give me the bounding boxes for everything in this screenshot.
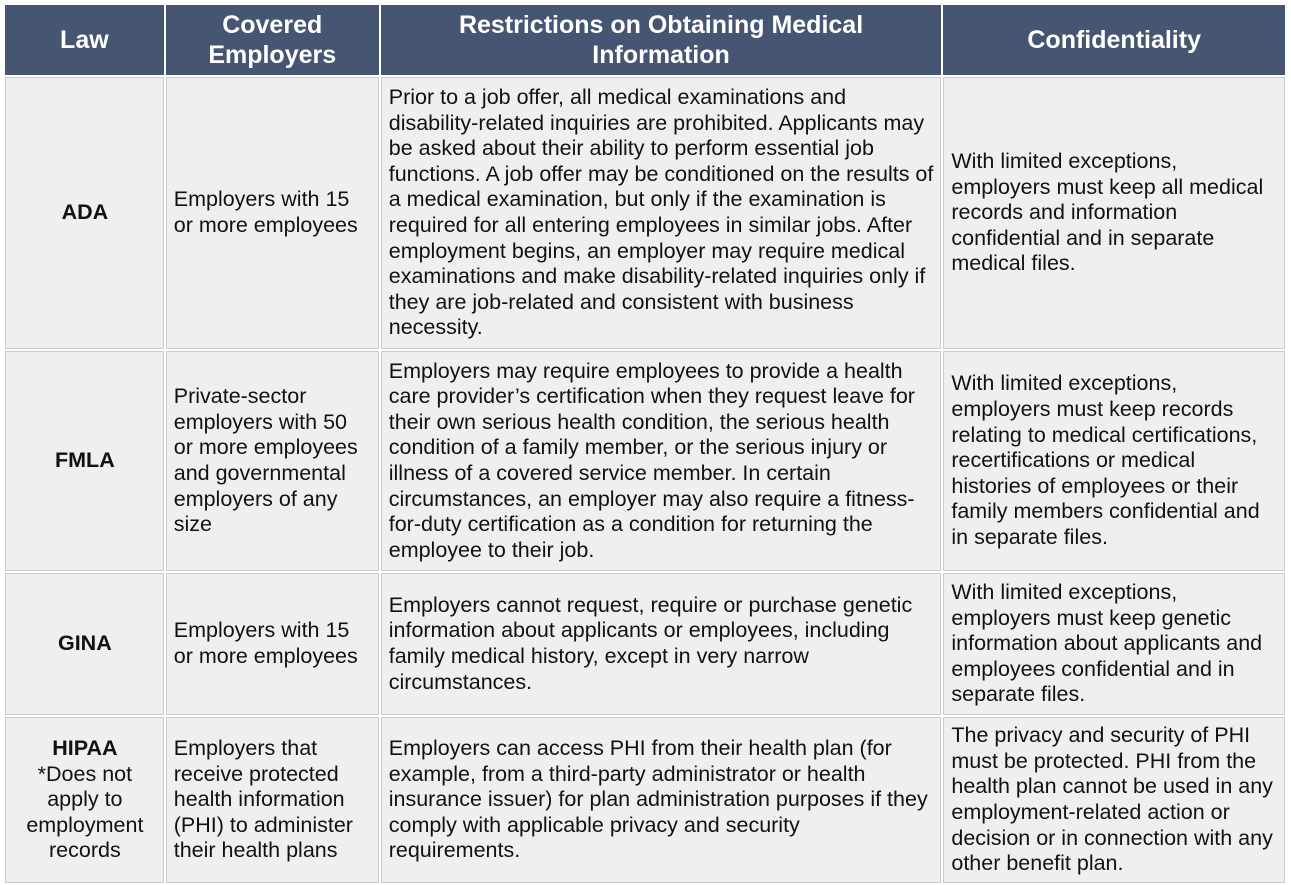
table-body xyxy=(5,77,1285,883)
restrictions-cell: Employers cannot request, require or purchase genetic information about applicants or employees, including family medical history, except in very narrow circumstances. xyxy=(381,573,942,715)
law-cell xyxy=(5,351,164,571)
covered-employers-cell: Employers with 15 or more employees xyxy=(166,573,379,715)
law-cell xyxy=(5,77,164,349)
law-name: ADA xyxy=(61,200,109,225)
restrictions-cell: Prior to a job offer, all medical examinations and disability-related inquiries are prohibited. Applicants may be asked about their ability to perform essential job functions. A job offer may be conditioned on the results of a medical examination, but only if the examination is required for all entering employees in similar jobs. After employment begins, an employer may require medical examinations and make disability-related inquiries only if they are job-related and consistent with business necessity. xyxy=(381,77,942,349)
table-row-hipaa xyxy=(5,717,1285,883)
law-cell xyxy=(5,717,164,883)
law-name: FMLA xyxy=(55,448,115,473)
header-restrictions: Restrictions on Obtaining Medical Information xyxy=(381,5,942,75)
law-name: GINA xyxy=(57,631,112,656)
covered-employers-cell: Employers with 15 or more employees xyxy=(166,77,379,349)
covered-employers-cell: Employers that receive protected health information (PHI) to administer their health plans xyxy=(166,717,379,883)
restrictions-cell: Employers may require employees to provide a health care provider’s certification when they request leave for their own serious health condition, the serious health condition of a family member, or the serious injury or illness of a covered service member. In certain circumstances, an employer may also require a fitness-for-duty certification as a condition for returning the employee to their job. xyxy=(381,351,942,571)
table-row-gina xyxy=(5,573,1285,715)
table-header xyxy=(5,5,1285,75)
header-row xyxy=(5,5,1285,75)
table-row-ada xyxy=(5,77,1285,349)
law-note: *Does not apply to employment records xyxy=(26,761,144,863)
law-name: HIPAA xyxy=(52,736,118,761)
header-confidentiality: Confidentiality xyxy=(943,5,1285,75)
confidentiality-cell: The privacy and security of PHI must be protected. PHI from the health plan cannot be used in any employment-related action or decision or in connection with any other benefit plan. xyxy=(943,717,1285,883)
law-comparison-table xyxy=(3,3,1287,885)
restrictions-cell: Employers can access PHI from their health plan (for example, from a third-party administrator or health insurance issuer) for plan administration purposes if they comply with applicable privacy and security requirements. xyxy=(381,717,942,883)
confidentiality-cell: With limited exceptions, employers must keep records relating to medical certifications, recertifications or medical histories of employees or their family members confidential and in separate files. xyxy=(943,351,1285,571)
covered-employers-cell: Private-sector employers with 50 or more employees and governmental employers of any size xyxy=(166,351,379,571)
law-cell xyxy=(5,573,164,715)
confidentiality-cell: With limited exceptions, employers must keep all medical records and information confidential and in separate medical files. xyxy=(943,77,1285,349)
confidentiality-cell: With limited exceptions, employers must keep genetic information about applicants and employees confidential and in separate files. xyxy=(943,573,1285,715)
header-covered-employers: Covered Employers xyxy=(166,5,379,75)
header-law: Law xyxy=(5,5,164,75)
table-row-fmla xyxy=(5,351,1285,571)
